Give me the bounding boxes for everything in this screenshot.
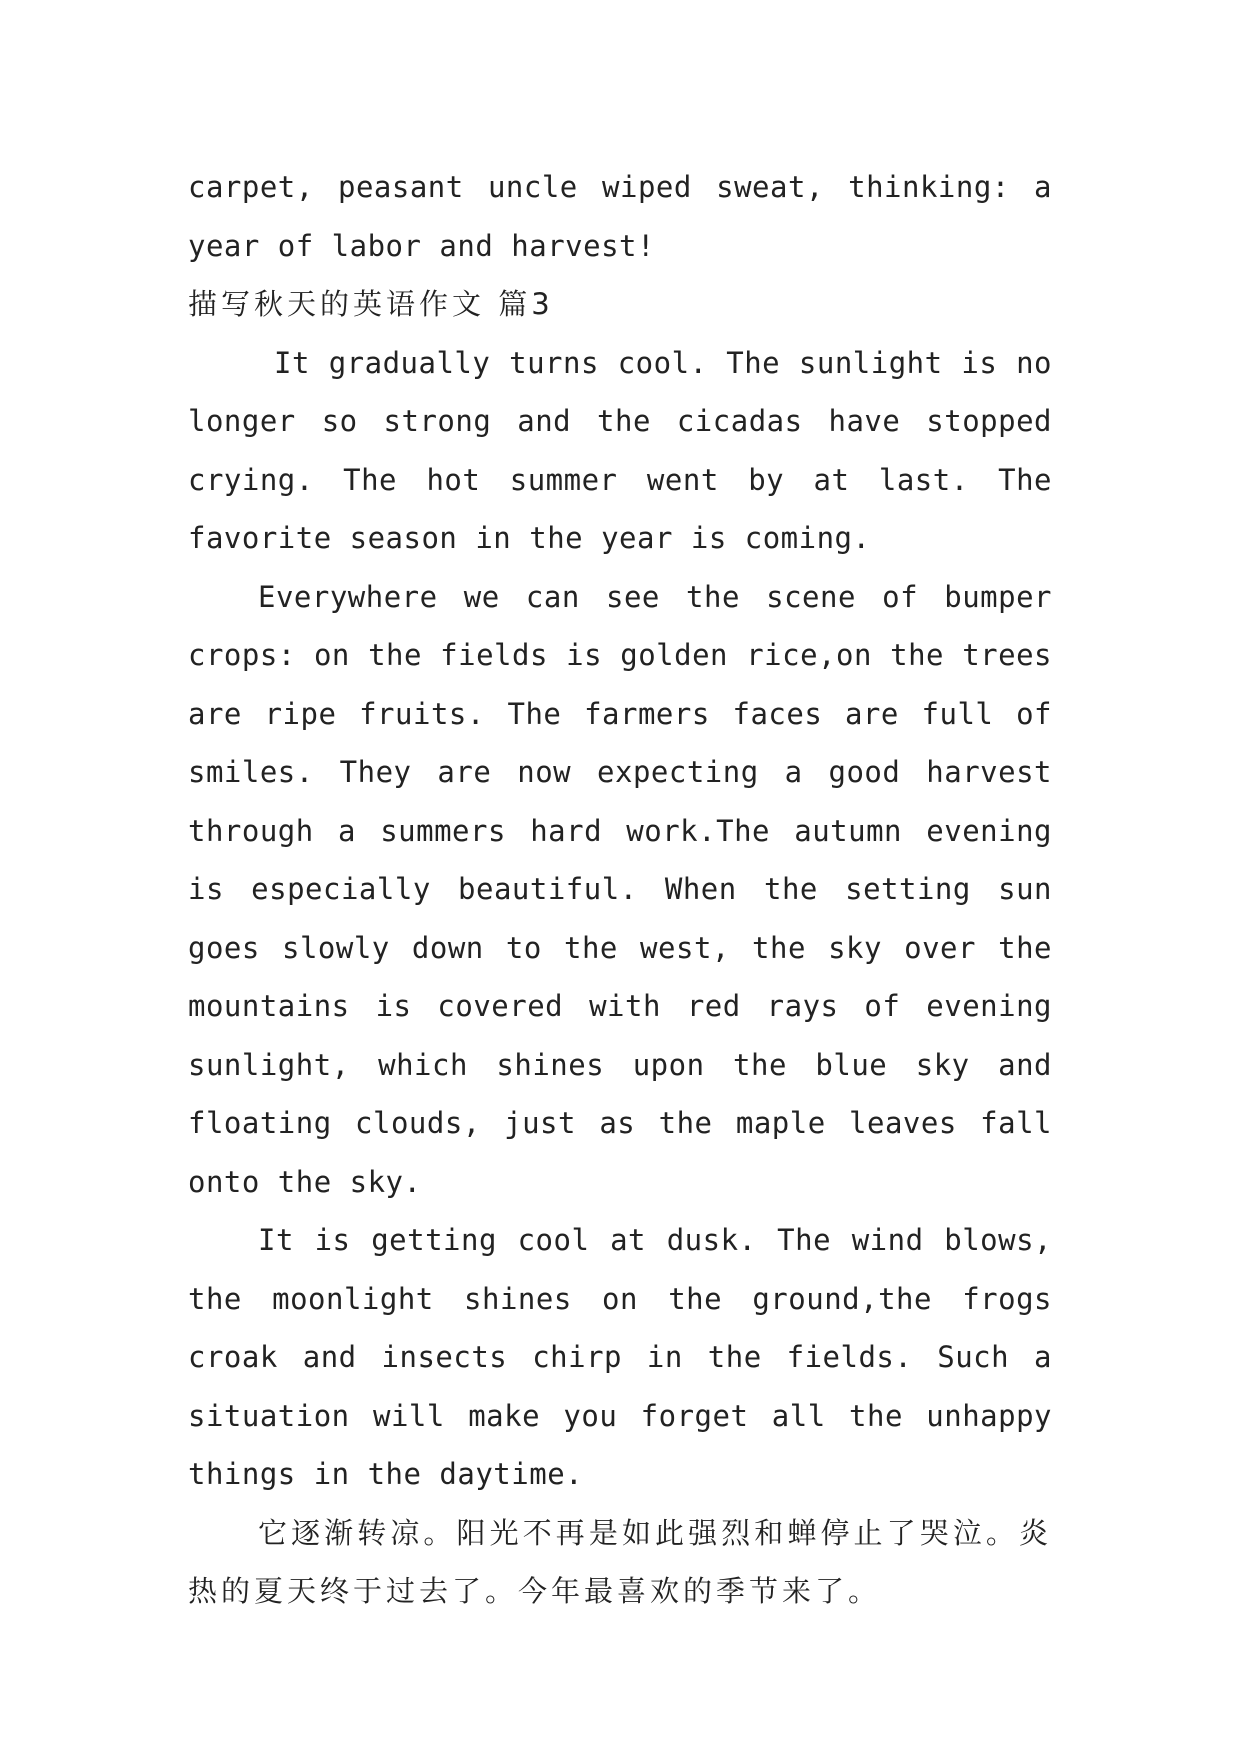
paragraph-4-chinese: 它逐渐转凉。阳光不再是如此强烈和蝉停止了哭泣。炎热的夏天终于过去了。今年最喜欢的季节来了。	[188, 1515, 1052, 1608]
continuation-paragraph: carpet, peasant uncle wiped sweat, thinking: a year of labor and harvest!	[188, 170, 1052, 263]
section-heading: 描写秋天的英语作文 篇3	[188, 287, 554, 321]
document-page	[188, 158, 1052, 1621]
paragraph-2: Everywhere we can see the scene of bumper crops: on the fields is golden rice,on the trees are ripe fruits. The farmers faces are full of smiles. They are now expecting a good harvest through a summers hard work.The autumn evening is especially beautiful. When the setting sun goes slowly down to the west, the sky over the mountains is covered with red rays of evening sunlight, which shines upon the blue sky and floating clouds, just as the maple leaves fall onto the sky.	[188, 579, 1052, 1199]
paragraph-1: It gradually turns cool. The sunlight is no longer so strong and the cicadas have stopped crying. The hot summer went by at last. The favorite season in the year is coming.	[188, 345, 1052, 555]
paragraph-3: It is getting cool at dusk. The wind blows, the moonlight shines on the ground,the frogs croak and insects chirp in the fields. Such a situation will make you forget all the unhappy things in the daytime.	[188, 1223, 1052, 1491]
